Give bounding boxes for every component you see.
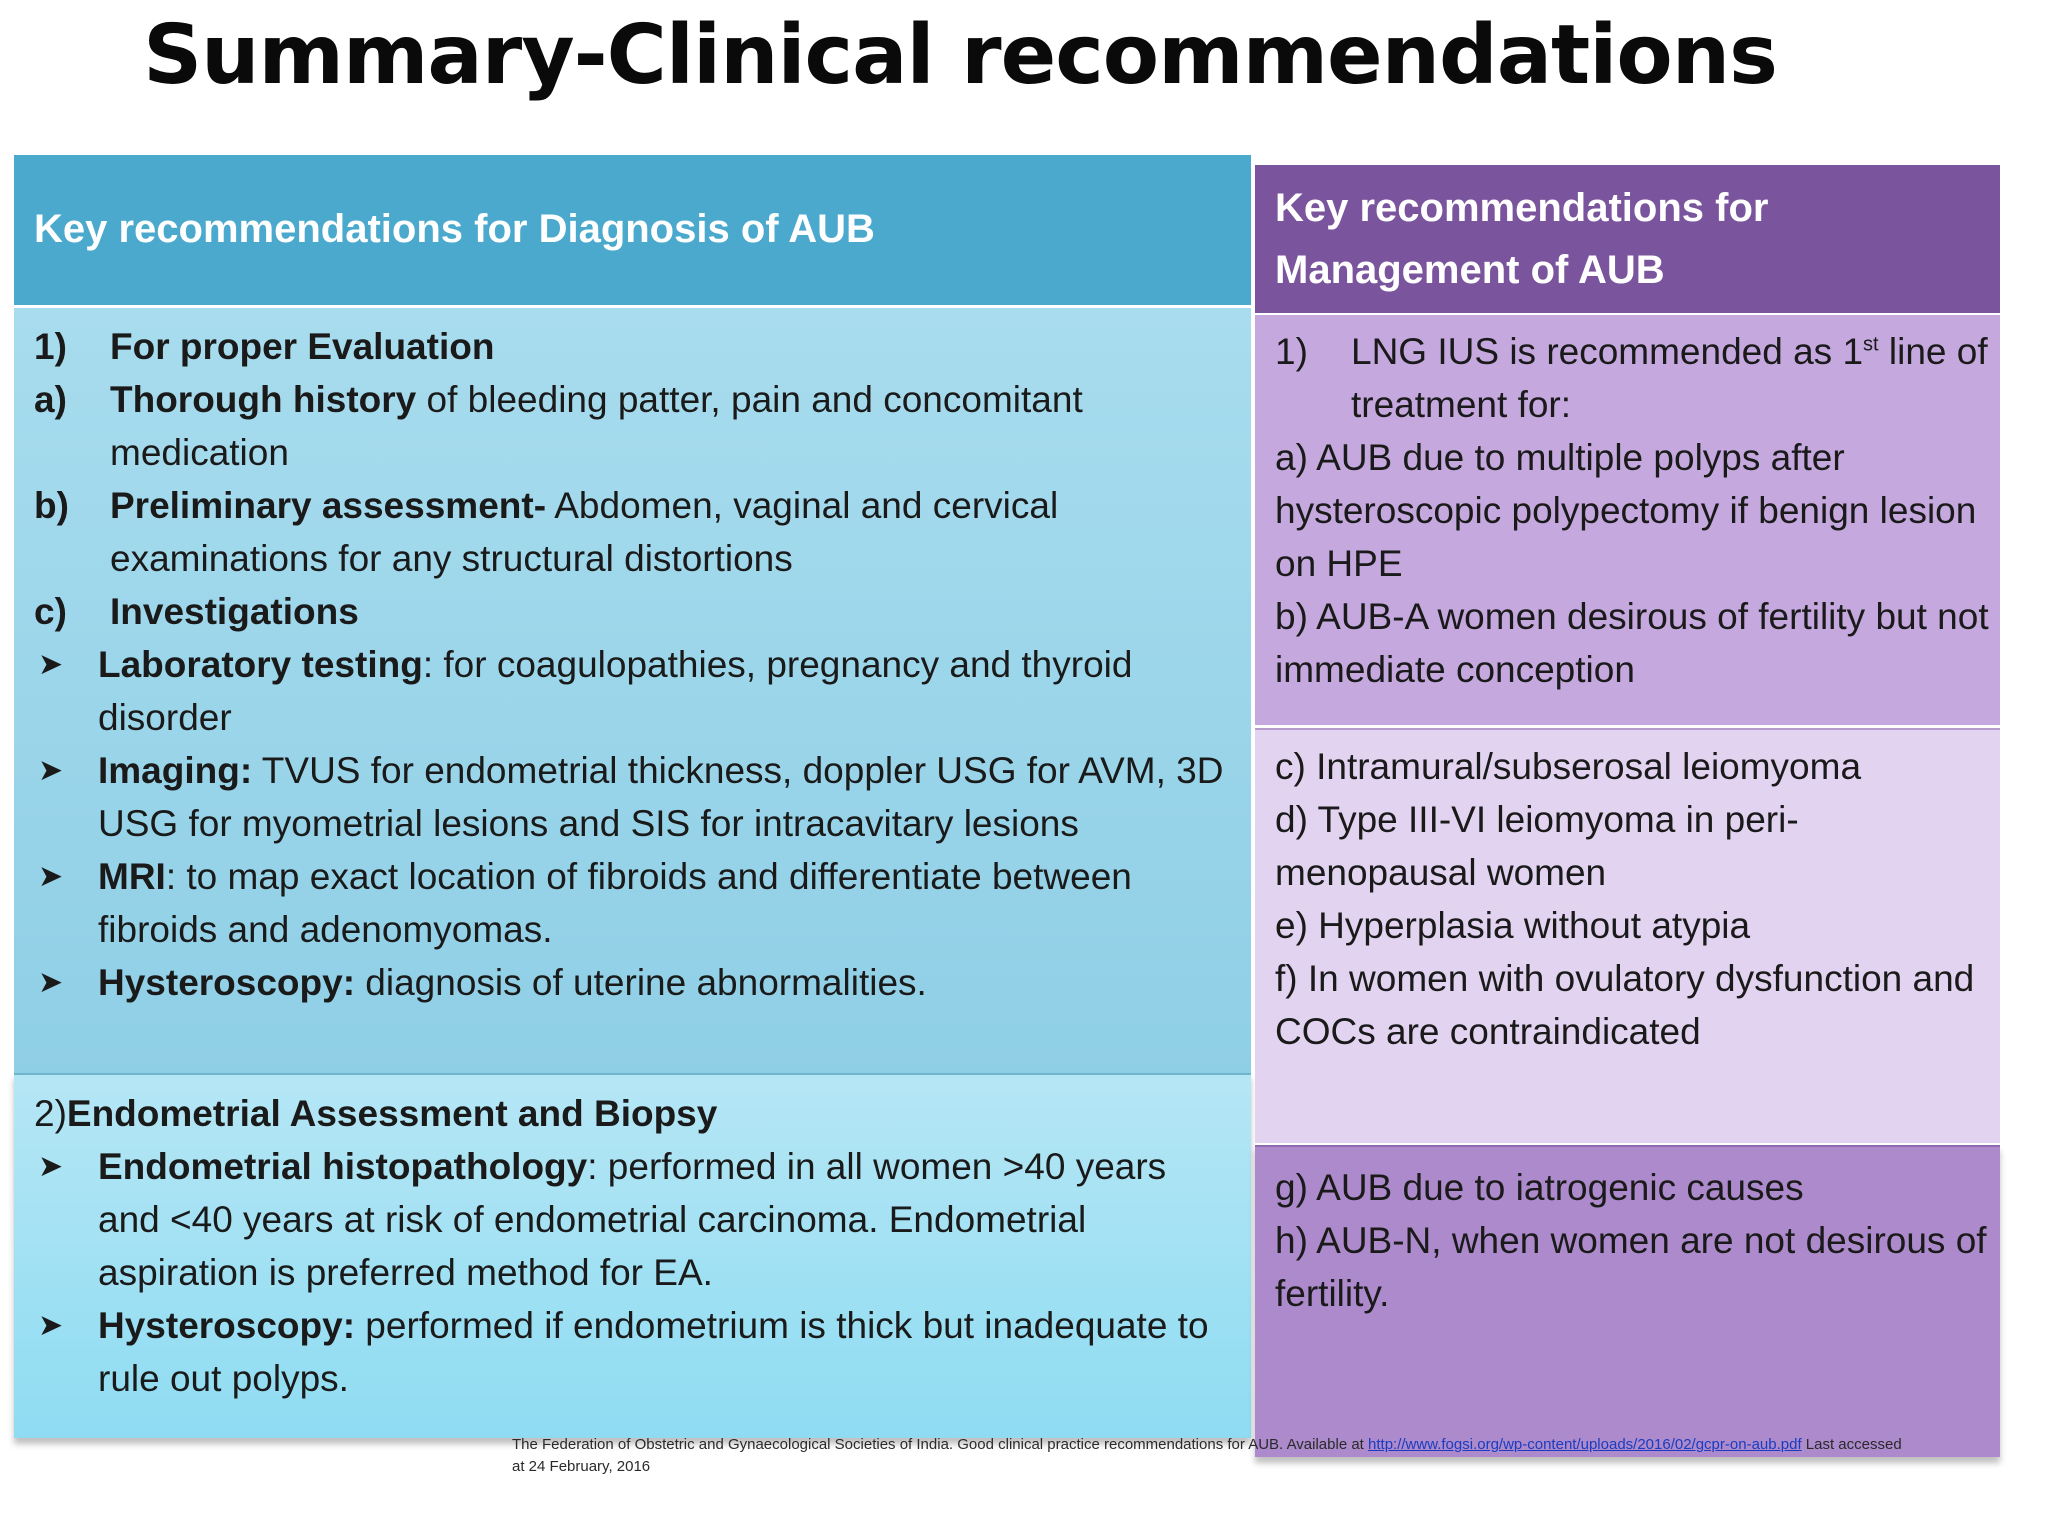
list-item bbox=[34, 1299, 1231, 1405]
item-text bbox=[98, 1299, 1231, 1405]
item-number: 2) bbox=[34, 1093, 67, 1134]
list-item: c) Intramural/subserosal leiomyoma bbox=[1275, 746, 1862, 787]
item-bold: Thorough history bbox=[110, 379, 417, 420]
item-number: c) bbox=[34, 591, 67, 632]
diagnosis-endometrial-section bbox=[14, 1073, 1251, 1438]
item-text bbox=[1351, 325, 1990, 431]
page-title: Summary-Clinical recommendations bbox=[143, 8, 1777, 103]
item-number: a) bbox=[34, 379, 67, 420]
item-text bbox=[98, 956, 1231, 1009]
list-item: h) AUB-N, when women are not desirous of fertility. bbox=[1275, 1220, 1987, 1314]
item-bold: Hysteroscopy: bbox=[98, 1305, 356, 1346]
item-superscript: st bbox=[1863, 333, 1879, 356]
list-item bbox=[34, 1140, 1231, 1299]
list-item bbox=[34, 320, 1231, 373]
item-title: Investigations bbox=[110, 591, 359, 632]
reference-text: The Federation of Obstetric and Gynaecological Societies of India. Good clinical practice recommendations for AUB. Available at bbox=[512, 1436, 1369, 1453]
item-rest: : to map exact location of fibroids and differentiate between fibroids and adenomyomas. bbox=[98, 856, 1132, 950]
item-rest: : performed in all women >40 years and <40 years at risk of endometrial carcinoma. Endometrial aspiration is preferred method for EA. bbox=[98, 1146, 1167, 1293]
list-item bbox=[34, 956, 1231, 1009]
item-bold: Imaging: bbox=[98, 750, 253, 791]
item-text bbox=[98, 850, 1231, 956]
arrow-bullet-icon: ➤ bbox=[38, 1309, 64, 1342]
item-title: For proper Evaluation bbox=[110, 326, 495, 367]
item-text bbox=[110, 373, 1231, 479]
item-bold: Preliminary assessment- bbox=[110, 485, 547, 526]
item-rest: Abdomen, vaginal and cervical examinations for any structural distortions bbox=[110, 485, 1059, 579]
item-rest: performed if endometrium is thick but inadequate to rule out polyps. bbox=[98, 1305, 1209, 1399]
item-number: 1) bbox=[34, 326, 67, 367]
management-iatrogenic-section bbox=[1255, 1145, 2000, 1457]
arrow-bullet-icon: ➤ bbox=[38, 754, 64, 787]
list-item: g) AUB due to iatrogenic causes bbox=[1275, 1167, 1804, 1208]
diagnosis-header: Key recommendations for Diagnosis of AUB bbox=[14, 155, 1251, 305]
item-rest: line of treatment for: bbox=[1351, 331, 1988, 425]
item-rest: diagnosis of uterine abnormalities. bbox=[355, 962, 927, 1003]
reference-link[interactable]: http://www.fogsi.org/wp-content/uploads/2016/02/gcpr-on-aub.pdf bbox=[1368, 1436, 1802, 1453]
reference-accessed: Last accessed at 24 February, 2016 bbox=[512, 1436, 1902, 1475]
list-item bbox=[34, 638, 1231, 744]
list-item bbox=[34, 850, 1231, 956]
arrow-bullet-icon: ➤ bbox=[38, 648, 64, 681]
management-lng-ius-section bbox=[1255, 315, 2000, 725]
management-leiomyoma-section bbox=[1255, 728, 2000, 1143]
list-item bbox=[34, 744, 1231, 850]
list-item: d) Type III-VI leiomyoma in peri-menopausal women bbox=[1275, 799, 1799, 893]
list-item: f) In women with ovulatory dysfunction and COCs are contraindicated bbox=[1275, 958, 1975, 1052]
item-text bbox=[98, 744, 1231, 850]
item-title: Endometrial Assessment and Biopsy bbox=[66, 1093, 718, 1134]
list-item bbox=[34, 373, 1231, 479]
item-number: 1) bbox=[1275, 331, 1308, 372]
list-item bbox=[34, 585, 1231, 638]
management-header: Key recommendations for Management of AUB bbox=[1255, 165, 2000, 313]
item-text bbox=[98, 638, 1231, 744]
arrow-bullet-icon: ➤ bbox=[38, 966, 64, 999]
list-item: b) AUB-A women desirous of fertility but not immediate conception bbox=[1275, 596, 1989, 690]
item-rest: TVUS for endometrial thickness, doppler USG for AVM, 3D USG for myometrial lesions and SIS for intracavitary lesions bbox=[98, 750, 1224, 844]
list-item: a) AUB due to multiple polyps after hysteroscopic polypectomy if benign lesion on HPE bbox=[1275, 437, 1977, 584]
diagnosis-evaluation-section bbox=[14, 308, 1251, 1073]
item-text bbox=[98, 1140, 1231, 1299]
item-number: b) bbox=[34, 485, 69, 526]
list-item bbox=[1275, 325, 1990, 431]
arrow-bullet-icon: ➤ bbox=[38, 860, 64, 893]
item-rest: of bleeding patter, pain and concomitant medication bbox=[110, 379, 1083, 473]
reference-citation bbox=[512, 1434, 1912, 1478]
item-rest: LNG IUS is recommended as 1 bbox=[1351, 331, 1864, 372]
item-text bbox=[110, 479, 1231, 585]
section-heading bbox=[34, 1087, 1231, 1140]
list-item bbox=[34, 479, 1231, 585]
arrow-bullet-icon: ➤ bbox=[38, 1150, 64, 1183]
item-bold: Endometrial histopathology bbox=[98, 1146, 588, 1187]
item-rest: : for coagulopathies, pregnancy and thyroid disorder bbox=[98, 644, 1133, 738]
item-bold: Laboratory testing bbox=[98, 644, 423, 685]
list-item: e) Hyperplasia without atypia bbox=[1275, 905, 1751, 946]
item-bold: Hysteroscopy: bbox=[98, 962, 356, 1003]
item-bold: MRI bbox=[98, 856, 166, 897]
